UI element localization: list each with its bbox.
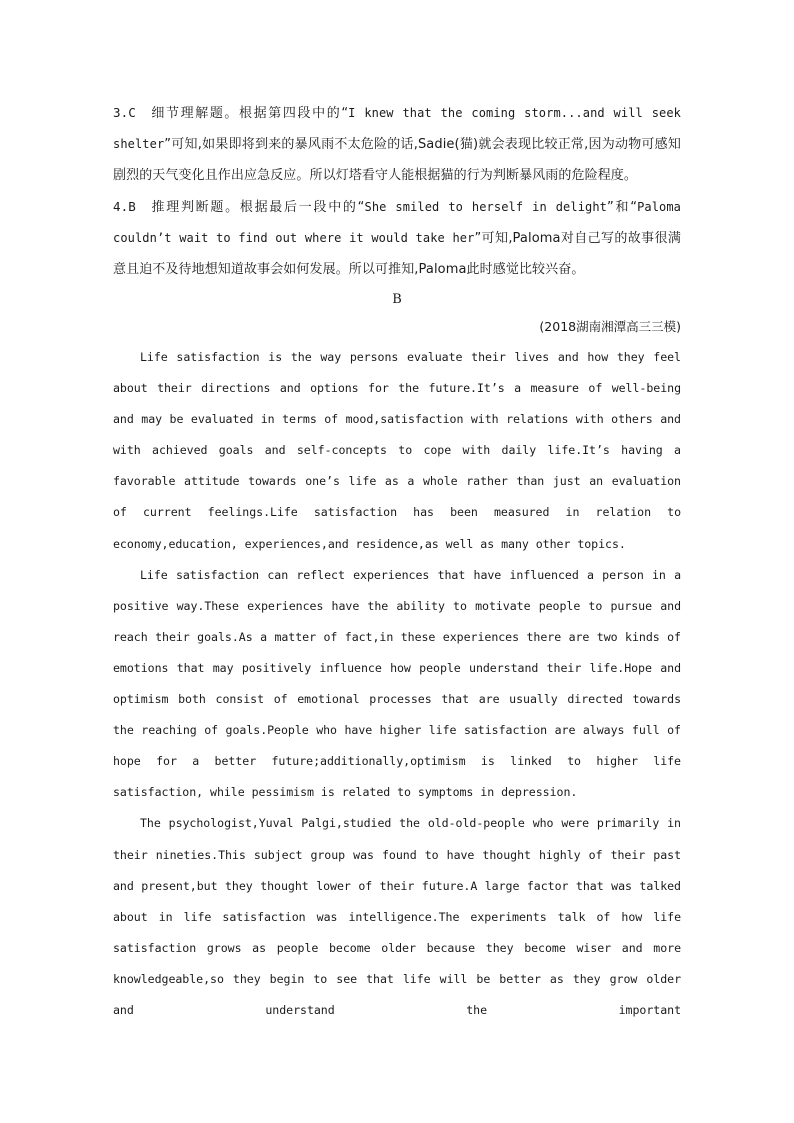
quote-mark: ” [474, 231, 482, 246]
answer-text: 根据第四段中的 [239, 106, 342, 121]
quote-mark: ” [607, 200, 614, 215]
source-citation: (2018湖南湘潭高三三模) [539, 319, 681, 334]
answer-quote: I knew that the coming storm...and will seek shelter [113, 106, 681, 151]
quote-mark: “ [341, 106, 349, 121]
answer-quote: She smiled to herself in delight [364, 200, 608, 214]
answer-label: 3.C [113, 105, 136, 120]
question-type: 细节理解题。 [149, 106, 240, 121]
answer-text: 和 [613, 200, 631, 215]
question-type: 推理判断题。 [149, 200, 240, 215]
answer-quote: Paloma couldn’t wait to find out where it would take her [113, 200, 682, 245]
passage-paragraph-1: Life satisfaction is the way persons evaluate their lives and how they feel about their directions and options for the future.It’s a measure of well-being and may be evaluated in terms of mood,satisfaction with relations with others and with achieved goals and self-concepts to cope with daily life.It’s having a favorable attitude towards one’s life as a whole rather than just an evaluation of current feelings.Life satisfaction has been measured in relation to economy,education, experiences,and residence,as well as many other topics. [113, 350, 681, 551]
quote-mark: “ [630, 200, 638, 215]
answer-text: 可知,Paloma对自己写的故事很满意且迫不及待地想知道故事会如何发展。所以可推知,Paloma此时感觉比较兴奋。 [113, 231, 681, 277]
document-page [113, 97, 681, 1026]
quote-mark: ” [164, 137, 172, 152]
answer-text: 可知,如果即将到来的暴风雨不太危险的话,Sadie(猫)就会表现比较正常,因为动物可感知剧烈的天气变化且作出应急反应。所以灯塔看守人能根据猫的行为判断暴风雨的危险程度。 [113, 137, 681, 183]
passage-paragraph-3: The psychologist,Yuval Palgi,studied the old-old-people who were primarily in their nineties.This subject group was found to have thought highly of their past and present,but they thought lower of their future.A large factor that was talked about in life satisfaction was intelligence.The experiments talk of how life satisfaction grows as people become older because they become wiser and more knowledgeable,so they begin to see that life will be better as they grow older and understand the important [113, 816, 681, 1017]
answer-text: 根据最后一段中的 [239, 200, 358, 215]
answer-item-3 [113, 97, 681, 191]
quote-mark: “ [357, 200, 365, 215]
section-letter: B [392, 292, 402, 307]
answer-item-4 [113, 191, 681, 285]
answer-label: 4.B [113, 199, 136, 214]
passage-paragraph-2: Life satisfaction can reflect experiences that have influenced a person in a positive way.These experiences have the ability to motivate people to pursue and reach their goals.As a matter of fact,in these experiences there are two kinds of emotions that may positively influence how people understand their life.Hope and optimism both consist of emotional processes that are usually directed towards the reaching of goals.People who have higher life satisfaction are always full of hope for a better future;additionally,optimism is linked to higher life satisfaction, while pessimism is related to symptoms in depression. [113, 567, 681, 800]
